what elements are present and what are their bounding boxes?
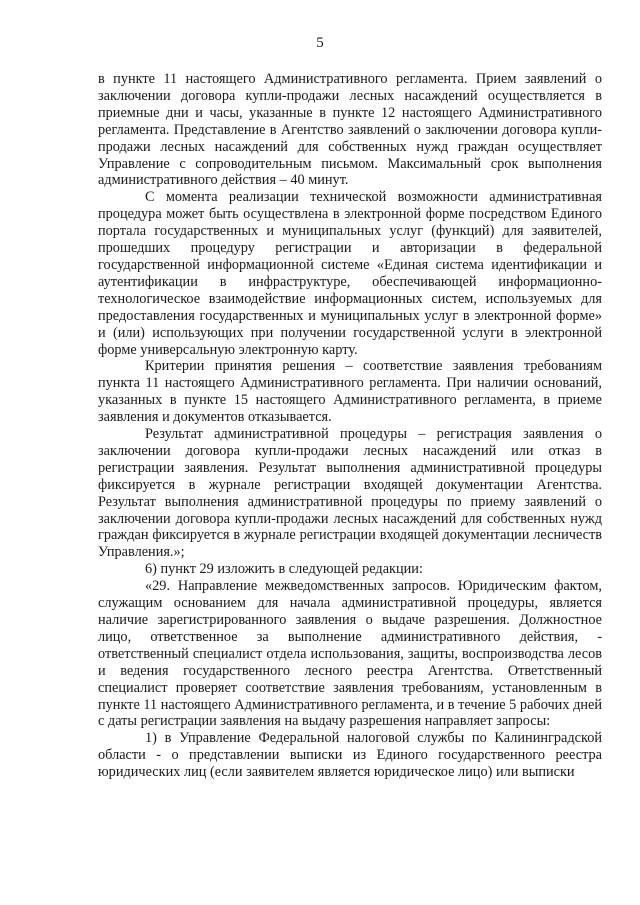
page-number: 5 [316,35,324,51]
paragraph-electronic-form: С момента реализации технической возможности административная процедура может быть осуществлена в электронной форме посредством Единого портала государственных и муниципальных услуг (функций) для заявителей, прошедших процедуру регистрации и авторизации в федеральной государственной информационной системе «Единая система идентификации и аутентификации в инфраструктуре, обеспечивающей информационно-технологическое взаимодействие информационных систем, используемых для предоставления государственных и муниципальных услуг в электронной форме» и (или) использующих при получении государственной услуги в электронной форме универсальную электронную карту. [98,189,602,358]
paragraph-amendment-item-6: 6) пункт 29 изложить в следующей редакции: [145,561,423,578]
paragraph-procedure-result: Результат административной процедуры – регистрация заявления о заключении договора купли-продажи лесных насаждений или отказ в регистрации заявления. Результат выполнения административной процедуры фиксируется в журнале регистрации входящей документации Агентства. Результат выполнения административной процедуры по приему заявлений о заключении договора купли-продажи лесных насаждений для собственных нужд граждан фиксируется в журнале регистрации входящей документации лесничеств Управления.»; [98,426,602,561]
paragraph-reception-of-applications: в пункте 11 настоящего Административного регламента. Прием заявлений о заключении договора купли-продажи лесных насаждений осуществляется в приемные дни и часы, указанные в пункте 12 настоящего Административного регламента. Представление в Агентство заявлений о заключении договора купли-продажи лесных насаждений для собственных нужд граждан осуществляет Управление с сопроводительным письмом. Максимальный срок выполнения административного действия – 40 минут. [98,71,602,189]
paragraph-clause-29: «29. Направление межведомственных запросов. Юридическим фактом, служащим основанием для начала административной процедуры, является наличие зарегистрированного заявления о выдаче разрешения. Должностное лицо, ответственное за выполнение административного действия, - ответственный специалист отдела использования, защиты, воспроизводства лесов и ведения государственного лесного реестра Агентства. Ответственный специалист проверяет соответствие заявления требованиям, установленным в пункте 11 настоящего Административного регламента, и в течение 5 рабочих дней с даты регистрации заявления на выдачу разрешения направляет запросы: [98,578,602,730]
document-body [98,71,602,781]
paragraph-decision-criteria: Критерии принятия решения – соответствие заявления требованиям пункта 11 настоящего Административного регламента. При наличии оснований, указанных в пункте 15 настоящего Административного регламента, в приеме заявления и документов отказывается. [98,358,602,426]
paragraph-request-tax-service: 1) в Управление Федеральной налоговой службы по Калининградской области - о представлении выписки из Единого государственного реестра юридических лиц (если заявителем является юридическое лицо) или выписки [98,730,602,781]
